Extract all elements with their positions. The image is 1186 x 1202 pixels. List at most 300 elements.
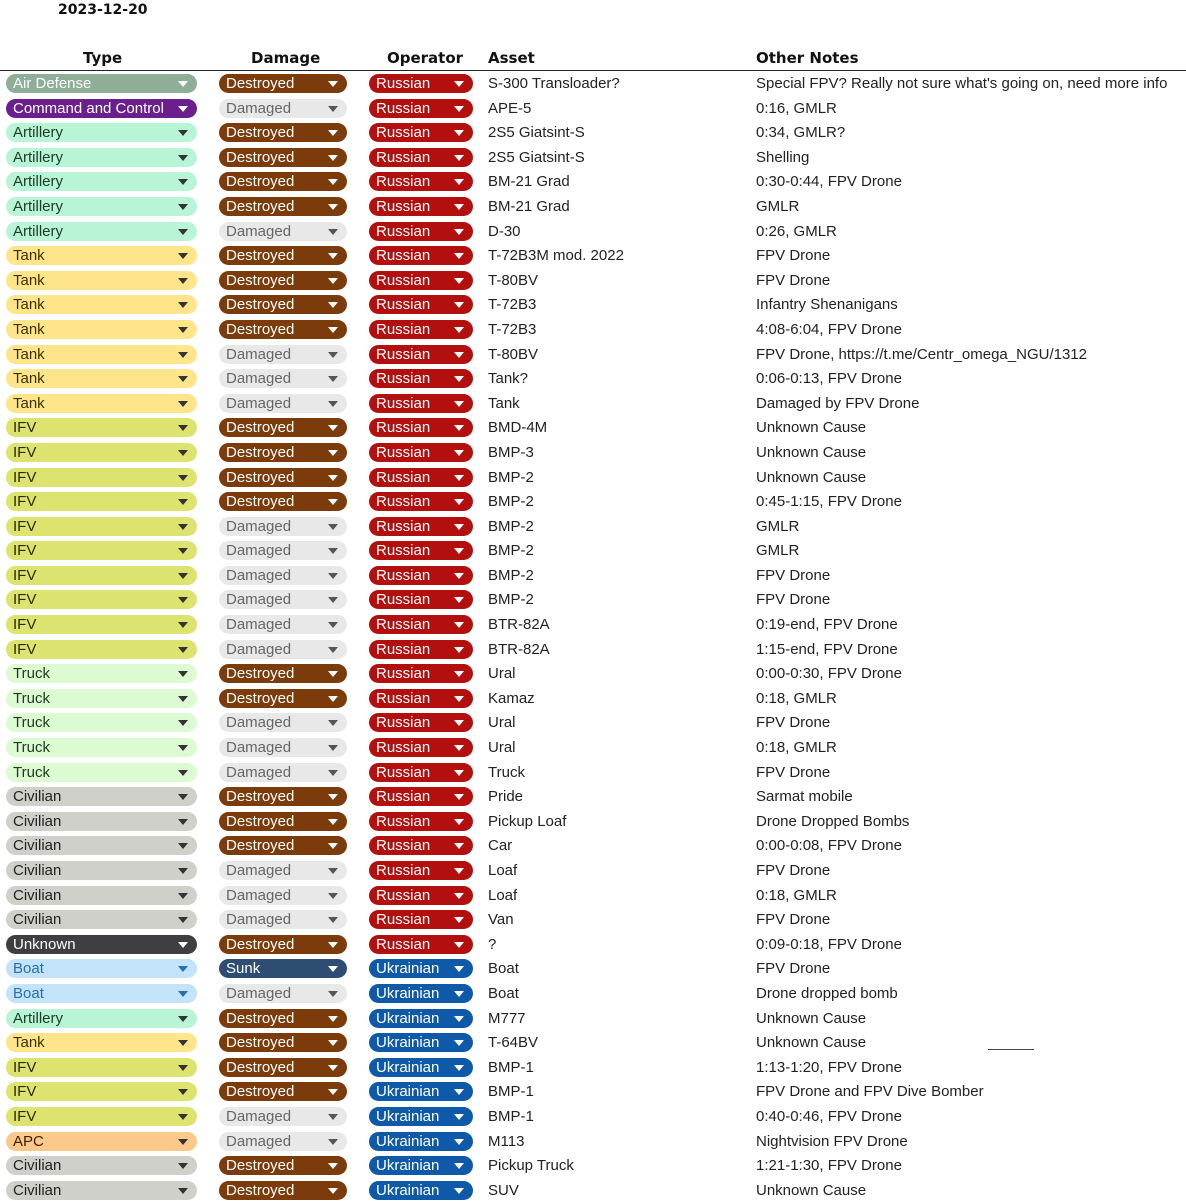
operator-dropdown[interactable] (369, 345, 473, 364)
operator-dropdown[interactable] (369, 172, 473, 191)
dropdown-arrow-icon[interactable] (454, 917, 464, 923)
dropdown-arrow-icon[interactable] (178, 302, 188, 308)
dropdown-arrow-icon[interactable] (328, 475, 338, 481)
dropdown-arrow-icon[interactable] (454, 868, 464, 874)
asset-cell[interactable]: D-30 (488, 222, 521, 240)
damage-dropdown[interactable] (219, 1058, 347, 1077)
dropdown-arrow-icon[interactable] (178, 204, 188, 210)
operator-dropdown[interactable] (369, 517, 473, 536)
dropdown-arrow-icon[interactable] (328, 1089, 338, 1095)
notes-cell[interactable]: 0:00-0:30, FPV Drone (756, 665, 902, 683)
damage-dropdown[interactable] (219, 320, 347, 339)
damage-dropdown[interactable] (219, 1181, 347, 1200)
dropdown-arrow-icon[interactable] (328, 966, 338, 972)
notes-cell[interactable]: GMLR (756, 542, 800, 560)
notes-cell[interactable]: Damaged by FPV Drone (756, 394, 920, 412)
dropdown-arrow-icon[interactable] (178, 1188, 188, 1194)
asset-cell[interactable]: BMP-1 (488, 1058, 534, 1076)
dropdown-arrow-icon[interactable] (454, 991, 464, 997)
notes-cell[interactable]: Special FPV? Really not sure what's going on, need more info (756, 75, 1168, 92)
damage-dropdown[interactable] (219, 369, 347, 388)
damage-dropdown[interactable] (219, 566, 347, 585)
type-dropdown[interactable] (6, 1156, 197, 1175)
asset-cell[interactable]: Loaf (488, 862, 518, 879)
asset-cell[interactable]: Tank? (488, 370, 529, 388)
dropdown-arrow-icon[interactable] (178, 155, 188, 161)
dropdown-arrow-icon[interactable] (454, 179, 464, 185)
operator-dropdown[interactable] (369, 959, 473, 978)
dropdown-arrow-icon[interactable] (454, 1089, 464, 1095)
notes-cell[interactable]: FPV Drone and FPV Dive Bomber (756, 1083, 984, 1101)
notes-cell[interactable]: FPV Drone (756, 247, 831, 265)
dropdown-arrow-icon[interactable] (454, 130, 464, 136)
notes-cell[interactable]: FPV Drone (756, 911, 831, 929)
notes-cell[interactable]: 0:34, GMLR? (756, 124, 846, 142)
asset-cell[interactable]: BMP-2 (488, 493, 534, 511)
operator-dropdown[interactable] (369, 418, 473, 437)
dropdown-arrow-icon[interactable] (454, 1065, 464, 1071)
asset-cell[interactable]: BMP-2 (488, 566, 534, 584)
type-dropdown[interactable] (6, 394, 197, 413)
dropdown-arrow-icon[interactable] (178, 1163, 188, 1169)
type-dropdown[interactable] (6, 836, 197, 855)
dropdown-arrow-icon[interactable] (178, 597, 188, 603)
dropdown-arrow-icon[interactable] (178, 1065, 188, 1071)
notes-cell[interactable]: 0:09-0:18, FPV Drone (756, 935, 902, 953)
type-dropdown[interactable] (6, 148, 197, 167)
dropdown-arrow-icon[interactable] (328, 106, 338, 112)
operator-dropdown[interactable] (369, 394, 473, 413)
asset-cell[interactable]: Pickup Loaf (488, 812, 567, 830)
notes-cell[interactable]: Drone Dropped Bombs (756, 812, 910, 830)
type-dropdown[interactable] (6, 1033, 197, 1052)
damage-dropdown[interactable] (219, 443, 347, 462)
notes-cell[interactable]: Drone dropped bomb (756, 984, 898, 1002)
damage-dropdown[interactable] (219, 295, 347, 314)
operator-dropdown[interactable] (369, 861, 473, 880)
dropdown-arrow-icon[interactable] (178, 917, 188, 923)
operator-dropdown[interactable] (369, 1082, 473, 1101)
damage-dropdown[interactable] (219, 689, 347, 708)
dropdown-arrow-icon[interactable] (178, 991, 188, 997)
dropdown-arrow-icon[interactable] (454, 696, 464, 702)
dropdown-arrow-icon[interactable] (454, 229, 464, 235)
dropdown-arrow-icon[interactable] (328, 401, 338, 407)
damage-dropdown[interactable] (219, 468, 347, 487)
type-dropdown[interactable] (6, 1107, 197, 1126)
notes-cell[interactable]: 0:26, GMLR (756, 222, 837, 240)
notes-cell[interactable]: 0:45-1:15, FPV Drone (756, 493, 902, 511)
dropdown-arrow-icon[interactable] (328, 376, 338, 382)
dropdown-arrow-icon[interactable] (328, 179, 338, 185)
dropdown-arrow-icon[interactable] (454, 671, 464, 677)
asset-cell[interactable]: BMD-4M (488, 419, 548, 437)
dropdown-arrow-icon[interactable] (178, 1114, 188, 1120)
asset-cell[interactable]: M113 (488, 1132, 525, 1150)
dropdown-arrow-icon[interactable] (454, 327, 464, 333)
operator-dropdown[interactable] (369, 640, 473, 659)
notes-cell[interactable]: 0:30-0:44, FPV Drone (756, 173, 902, 191)
notes-cell[interactable]: 0:00-0:08, FPV Drone (756, 837, 902, 855)
dropdown-arrow-icon[interactable] (454, 966, 464, 972)
notes-cell[interactable]: GMLR (756, 197, 800, 215)
damage-dropdown[interactable] (219, 615, 347, 634)
asset-cell[interactable]: 2S5 Giatsint-S (488, 148, 585, 166)
asset-cell[interactable]: T-80BV (488, 271, 539, 289)
asset-cell[interactable]: T-80BV (488, 345, 539, 363)
notes-cell[interactable]: 0:19-end, FPV Drone (756, 616, 898, 634)
notes-cell[interactable]: FPV Drone (756, 591, 831, 609)
dropdown-arrow-icon[interactable] (328, 622, 338, 628)
asset-cell[interactable]: Truck (488, 763, 525, 781)
notes-cell[interactable]: GMLR (756, 517, 800, 535)
notes-cell[interactable]: 0:06-0:13, FPV Drone (756, 370, 902, 388)
operator-dropdown[interactable] (369, 74, 473, 93)
dropdown-arrow-icon[interactable] (178, 720, 188, 726)
notes-cell[interactable]: 0:18, GMLR (756, 886, 837, 904)
asset-cell[interactable]: Kamaz (488, 689, 535, 707)
damage-dropdown[interactable] (219, 713, 347, 732)
dropdown-arrow-icon[interactable] (328, 524, 338, 530)
operator-dropdown[interactable] (369, 271, 473, 290)
dropdown-arrow-icon[interactable] (328, 327, 338, 333)
type-dropdown[interactable] (6, 1009, 197, 1028)
dropdown-arrow-icon[interactable] (328, 81, 338, 87)
dropdown-arrow-icon[interactable] (178, 425, 188, 431)
notes-cell[interactable]: Shelling (756, 148, 810, 166)
dropdown-arrow-icon[interactable] (454, 573, 464, 579)
asset-cell[interactable]: T-72B3 (488, 320, 537, 338)
dropdown-arrow-icon[interactable] (454, 647, 464, 653)
asset-cell[interactable]: Car (488, 837, 513, 855)
dropdown-arrow-icon[interactable] (328, 1188, 338, 1194)
operator-dropdown[interactable] (369, 787, 473, 806)
asset-cell[interactable]: Boat (488, 960, 519, 978)
dropdown-arrow-icon[interactable] (454, 1114, 464, 1120)
type-dropdown[interactable] (6, 345, 197, 364)
dropdown-arrow-icon[interactable] (328, 647, 338, 653)
type-dropdown[interactable] (6, 74, 197, 93)
asset-cell[interactable]: T-72B3 (488, 296, 537, 314)
dropdown-arrow-icon[interactable] (178, 573, 188, 579)
operator-dropdown[interactable] (369, 1132, 473, 1151)
asset-cell[interactable]: Pickup Truck (488, 1157, 574, 1175)
notes-cell[interactable]: Unknown Cause (756, 468, 867, 486)
dropdown-arrow-icon[interactable] (454, 204, 464, 210)
asset-cell[interactable]: BMP-1 (488, 1083, 534, 1101)
dropdown-arrow-icon[interactable] (328, 352, 338, 358)
damage-dropdown[interactable] (219, 738, 347, 757)
damage-dropdown[interactable] (219, 1033, 347, 1052)
dropdown-arrow-icon[interactable] (178, 966, 188, 972)
notes-cell[interactable]: FPV Drone (756, 763, 831, 781)
asset-cell[interactable]: T-72B3M mod. 2022 (488, 247, 624, 265)
dropdown-arrow-icon[interactable] (178, 1040, 188, 1046)
damage-dropdown[interactable] (219, 812, 347, 831)
notes-cell[interactable]: 1:21-1:30, FPV Drone (756, 1157, 902, 1175)
column-header-damage[interactable]: Damage (251, 49, 321, 67)
type-dropdown[interactable] (6, 369, 197, 388)
asset-cell[interactable]: BM-21 Grad (488, 173, 570, 191)
dropdown-arrow-icon[interactable] (454, 622, 464, 628)
dropdown-arrow-icon[interactable] (328, 671, 338, 677)
dropdown-arrow-icon[interactable] (454, 425, 464, 431)
operator-dropdown[interactable] (369, 99, 473, 118)
dropdown-arrow-icon[interactable] (328, 868, 338, 874)
dropdown-arrow-icon[interactable] (178, 893, 188, 899)
type-dropdown[interactable] (6, 197, 197, 216)
operator-dropdown[interactable] (369, 590, 473, 609)
type-dropdown[interactable] (6, 320, 197, 339)
notes-cell[interactable]: FPV Drone (756, 714, 831, 732)
asset-cell[interactable]: BTR-82A (488, 616, 550, 634)
asset-cell[interactable]: Tank (488, 394, 520, 412)
dropdown-arrow-icon[interactable] (178, 548, 188, 554)
damage-dropdown[interactable] (219, 1009, 347, 1028)
asset-cell[interactable]: M777 (488, 1009, 526, 1027)
type-dropdown[interactable] (6, 1058, 197, 1077)
dropdown-arrow-icon[interactable] (178, 671, 188, 677)
dropdown-arrow-icon[interactable] (454, 106, 464, 112)
dropdown-arrow-icon[interactable] (178, 942, 188, 948)
operator-dropdown[interactable] (369, 738, 473, 757)
operator-dropdown[interactable] (369, 615, 473, 634)
type-dropdown[interactable] (6, 468, 197, 487)
dropdown-arrow-icon[interactable] (178, 745, 188, 751)
dropdown-arrow-icon[interactable] (328, 253, 338, 259)
dropdown-arrow-icon[interactable] (454, 1139, 464, 1145)
dropdown-arrow-icon[interactable] (178, 229, 188, 235)
type-dropdown[interactable] (6, 271, 197, 290)
type-dropdown[interactable] (6, 295, 197, 314)
dropdown-arrow-icon[interactable] (454, 548, 464, 554)
asset-cell[interactable]: Ural (488, 739, 516, 757)
type-dropdown[interactable] (6, 812, 197, 831)
asset-cell[interactable]: BMP-2 (488, 591, 534, 609)
asset-cell[interactable]: 2S5 Giatsint-S (488, 124, 585, 142)
dropdown-arrow-icon[interactable] (328, 1114, 338, 1120)
dropdown-arrow-icon[interactable] (178, 278, 188, 284)
damage-dropdown[interactable] (219, 123, 347, 142)
dropdown-arrow-icon[interactable] (178, 843, 188, 849)
damage-dropdown[interactable] (219, 1132, 347, 1151)
operator-dropdown[interactable] (369, 222, 473, 241)
type-dropdown[interactable] (6, 959, 197, 978)
operator-dropdown[interactable] (369, 1058, 473, 1077)
dropdown-arrow-icon[interactable] (178, 794, 188, 800)
operator-dropdown[interactable] (369, 541, 473, 560)
dropdown-arrow-icon[interactable] (328, 942, 338, 948)
asset-cell[interactable]: S-300 Transloader? (488, 75, 620, 92)
dropdown-arrow-icon[interactable] (454, 401, 464, 407)
notes-cell[interactable]: FPV Drone, https://t.me/Centr_omega_NGU/1312 (756, 345, 1087, 363)
asset-cell[interactable]: Ural (488, 714, 516, 732)
asset-cell[interactable]: BMP-2 (488, 517, 534, 535)
dropdown-arrow-icon[interactable] (178, 499, 188, 505)
damage-dropdown[interactable] (219, 640, 347, 659)
dropdown-arrow-icon[interactable] (328, 1040, 338, 1046)
dropdown-arrow-icon[interactable] (178, 352, 188, 358)
dropdown-arrow-icon[interactable] (178, 696, 188, 702)
notes-cell[interactable]: FPV Drone (756, 960, 831, 978)
type-dropdown[interactable] (6, 246, 197, 265)
column-header-asset[interactable]: Asset (488, 49, 535, 67)
dropdown-arrow-icon[interactable] (328, 745, 338, 751)
notes-cell[interactable]: Infantry Shenanigans (756, 296, 898, 314)
dropdown-arrow-icon[interactable] (328, 794, 338, 800)
damage-dropdown[interactable] (219, 590, 347, 609)
dropdown-arrow-icon[interactable] (454, 524, 464, 530)
dropdown-arrow-icon[interactable] (454, 81, 464, 87)
dropdown-arrow-icon[interactable] (454, 819, 464, 825)
column-header-notes[interactable]: Other Notes (756, 49, 859, 67)
dropdown-arrow-icon[interactable] (454, 499, 464, 505)
dropdown-arrow-icon[interactable] (178, 622, 188, 628)
dropdown-arrow-icon[interactable] (178, 327, 188, 333)
asset-cell[interactable]: BMP-2 (488, 468, 534, 486)
type-dropdown[interactable] (6, 935, 197, 954)
type-dropdown[interactable] (6, 738, 197, 757)
dropdown-arrow-icon[interactable] (178, 179, 188, 185)
operator-dropdown[interactable] (369, 1033, 473, 1052)
type-dropdown[interactable] (6, 517, 197, 536)
damage-dropdown[interactable] (219, 1107, 347, 1126)
dropdown-arrow-icon[interactable] (178, 81, 188, 87)
asset-cell[interactable]: BMP-2 (488, 542, 534, 560)
type-dropdown[interactable] (6, 713, 197, 732)
operator-dropdown[interactable] (369, 295, 473, 314)
dropdown-arrow-icon[interactable] (328, 1065, 338, 1071)
notes-cell[interactable]: FPV Drone (756, 271, 831, 289)
damage-dropdown[interactable] (219, 787, 347, 806)
notes-cell[interactable]: Sarmat mobile (756, 788, 853, 806)
dropdown-arrow-icon[interactable] (178, 770, 188, 776)
column-header-type[interactable]: Type (83, 49, 123, 67)
operator-dropdown[interactable] (369, 1156, 473, 1175)
asset-cell[interactable]: Pride (488, 788, 524, 806)
operator-dropdown[interactable] (369, 123, 473, 142)
type-dropdown[interactable] (6, 590, 197, 609)
notes-cell[interactable]: 0:16, GMLR (756, 99, 837, 117)
damage-dropdown[interactable] (219, 148, 347, 167)
dropdown-arrow-icon[interactable] (328, 917, 338, 923)
dropdown-arrow-icon[interactable] (454, 1163, 464, 1169)
dropdown-arrow-icon[interactable] (328, 130, 338, 136)
damage-dropdown[interactable] (219, 664, 347, 683)
damage-dropdown[interactable] (219, 345, 347, 364)
asset-cell[interactable]: Boat (488, 984, 519, 1002)
type-dropdown[interactable] (6, 1082, 197, 1101)
type-dropdown[interactable] (6, 664, 197, 683)
type-dropdown[interactable] (6, 99, 197, 118)
dropdown-arrow-icon[interactable] (178, 130, 188, 136)
type-dropdown[interactable] (6, 910, 197, 929)
dropdown-arrow-icon[interactable] (454, 942, 464, 948)
dropdown-arrow-icon[interactable] (328, 1163, 338, 1169)
operator-dropdown[interactable] (369, 763, 473, 782)
dropdown-arrow-icon[interactable] (454, 770, 464, 776)
type-dropdown[interactable] (6, 172, 197, 191)
dropdown-arrow-icon[interactable] (178, 450, 188, 456)
damage-dropdown[interactable] (219, 246, 347, 265)
dropdown-arrow-icon[interactable] (178, 647, 188, 653)
dropdown-arrow-icon[interactable] (178, 376, 188, 382)
notes-cell[interactable]: 1:13-1:20, FPV Drone (756, 1058, 902, 1076)
damage-dropdown[interactable] (219, 1156, 347, 1175)
type-dropdown[interactable] (6, 640, 197, 659)
dropdown-arrow-icon[interactable] (328, 425, 338, 431)
notes-cell[interactable]: FPV Drone (756, 862, 831, 879)
notes-cell[interactable]: Unknown Cause (756, 1181, 867, 1199)
dropdown-arrow-icon[interactable] (454, 1040, 464, 1046)
dropdown-arrow-icon[interactable] (328, 302, 338, 308)
damage-dropdown[interactable] (219, 836, 347, 855)
operator-dropdown[interactable] (369, 713, 473, 732)
asset-cell[interactable]: APE-5 (488, 99, 532, 117)
dropdown-arrow-icon[interactable] (328, 229, 338, 235)
notes-cell[interactable]: Unknown Cause (756, 443, 867, 461)
dropdown-arrow-icon[interactable] (178, 401, 188, 407)
damage-dropdown[interactable] (219, 984, 347, 1003)
notes-cell[interactable]: Unknown Cause (756, 1034, 867, 1052)
operator-dropdown[interactable] (369, 984, 473, 1003)
damage-dropdown[interactable] (219, 935, 347, 954)
dropdown-arrow-icon[interactable] (328, 1016, 338, 1022)
type-dropdown[interactable] (6, 418, 197, 437)
dropdown-arrow-icon[interactable] (328, 696, 338, 702)
dropdown-arrow-icon[interactable] (328, 1139, 338, 1145)
notes-cell[interactable]: FPV Drone (756, 566, 831, 584)
type-dropdown[interactable] (6, 1181, 197, 1200)
dropdown-arrow-icon[interactable] (454, 1016, 464, 1022)
dropdown-arrow-icon[interactable] (454, 450, 464, 456)
dropdown-arrow-icon[interactable] (454, 720, 464, 726)
damage-dropdown[interactable] (219, 492, 347, 511)
type-dropdown[interactable] (6, 566, 197, 585)
asset-cell[interactable]: Van (488, 911, 514, 929)
damage-dropdown[interactable] (219, 222, 347, 241)
dropdown-arrow-icon[interactable] (178, 1016, 188, 1022)
damage-dropdown[interactable] (219, 886, 347, 905)
notes-cell[interactable]: 0:40-0:46, FPV Drone (756, 1107, 902, 1125)
damage-dropdown[interactable] (219, 1082, 347, 1101)
damage-dropdown[interactable] (219, 861, 347, 880)
asset-cell[interactable]: BMP-1 (488, 1107, 534, 1125)
dropdown-arrow-icon[interactable] (178, 1089, 188, 1095)
dropdown-arrow-icon[interactable] (328, 450, 338, 456)
damage-dropdown[interactable] (219, 541, 347, 560)
dropdown-arrow-icon[interactable] (328, 499, 338, 505)
dropdown-arrow-icon[interactable] (178, 1139, 188, 1145)
notes-cell[interactable]: 0:18, GMLR (756, 689, 837, 707)
operator-dropdown[interactable] (369, 1009, 473, 1028)
dropdown-arrow-icon[interactable] (328, 843, 338, 849)
dropdown-arrow-icon[interactable] (454, 893, 464, 899)
dropdown-arrow-icon[interactable] (328, 597, 338, 603)
dropdown-arrow-icon[interactable] (454, 376, 464, 382)
damage-dropdown[interactable] (219, 763, 347, 782)
operator-dropdown[interactable] (369, 492, 473, 511)
dropdown-arrow-icon[interactable] (328, 819, 338, 825)
dropdown-arrow-icon[interactable] (454, 352, 464, 358)
dropdown-arrow-icon[interactable] (328, 548, 338, 554)
type-dropdown[interactable] (6, 541, 197, 560)
dropdown-arrow-icon[interactable] (328, 204, 338, 210)
dropdown-arrow-icon[interactable] (328, 991, 338, 997)
type-dropdown[interactable] (6, 763, 197, 782)
operator-dropdown[interactable] (369, 886, 473, 905)
dropdown-arrow-icon[interactable] (454, 843, 464, 849)
